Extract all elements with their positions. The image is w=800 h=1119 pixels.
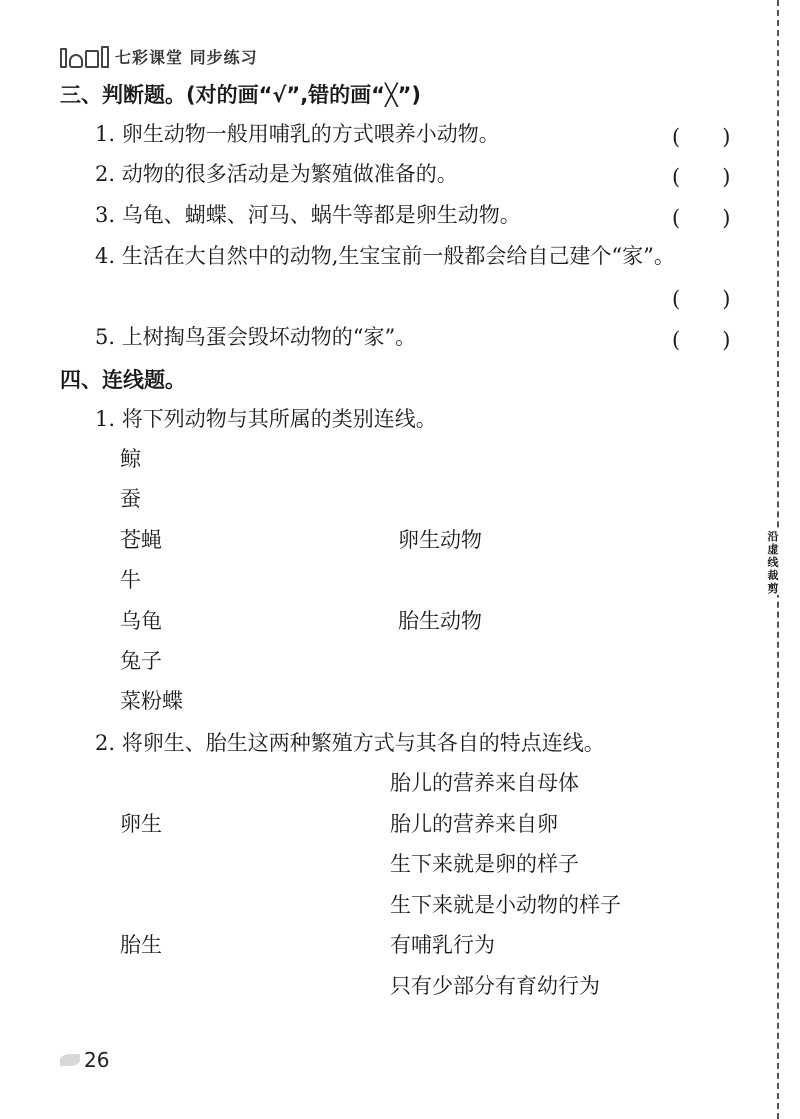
match-q2-prompt: 2. 将卵生、胎生这两种繁殖方式与其各自的特点连线。: [95, 731, 605, 755]
flask-logo-icon: [60, 46, 109, 68]
leaf-icon: [60, 1054, 80, 1066]
section4-title: 四、连线题。: [60, 368, 186, 392]
answer-paren-5[interactable]: ( ): [672, 328, 731, 352]
section3-title: 三、判断题。(对的画“√”,错的画“╳”): [60, 83, 422, 107]
judge-item-2: 2. 动物的很多活动是为繁殖做准备的。: [95, 162, 458, 186]
page-number: 26: [84, 1048, 110, 1072]
animal-item[interactable]: 蚕: [120, 487, 141, 511]
answer-paren-3[interactable]: ( ): [672, 206, 731, 230]
trait-item[interactable]: 胎儿的营养来自母体: [390, 771, 579, 795]
judge-item-5: 5. 上树掏鸟蛋会毁坏动物的“家”。: [95, 325, 417, 349]
trait-item[interactable]: 生下来就是卵的样子: [390, 852, 579, 876]
trait-item[interactable]: 生下来就是小动物的样子: [390, 893, 621, 917]
category-oviparous[interactable]: 卵生动物: [398, 528, 482, 552]
judge-item-4: 4. 生活在大自然中的动物,生宝宝前一般都会给自己建个“家”。: [95, 244, 675, 268]
trait-item[interactable]: 有哺乳行为: [390, 933, 495, 957]
category-viviparous[interactable]: 胎生动物: [398, 609, 482, 633]
mode-oviparous[interactable]: 卵生: [120, 812, 162, 836]
animal-item[interactable]: 菜粉蝶: [120, 689, 183, 713]
answer-paren-1[interactable]: ( ): [672, 125, 731, 149]
answer-paren-4[interactable]: ( ): [672, 287, 731, 311]
animal-item[interactable]: 兔子: [120, 649, 162, 673]
page-header: [60, 45, 258, 68]
animal-item[interactable]: 乌龟: [120, 609, 162, 633]
mode-viviparous[interactable]: 胎生: [120, 933, 162, 957]
answer-paren-2[interactable]: ( ): [672, 165, 731, 189]
animal-item[interactable]: 苍蝇: [120, 528, 162, 552]
animal-item[interactable]: 牛: [120, 568, 141, 592]
page-number-block: [60, 1048, 109, 1072]
trait-item[interactable]: 只有少部分有育幼行为: [390, 974, 600, 998]
cut-label: 沿虚线裁剪: [765, 530, 781, 595]
header-title: 七彩课堂 同步练习: [115, 48, 258, 67]
judge-item-1: 1. 卵生动物一般用哺乳的方式喂养小动物。: [95, 122, 500, 146]
match-q1-prompt: 1. 将下列动物与其所属的类别连线。: [95, 407, 437, 431]
judge-item-3: 3. 乌龟、蝴蝶、河马、蜗牛等都是卵生动物。: [95, 203, 521, 227]
animal-item[interactable]: 鲸: [120, 447, 141, 471]
trait-item[interactable]: 胎儿的营养来自卵: [390, 812, 558, 836]
